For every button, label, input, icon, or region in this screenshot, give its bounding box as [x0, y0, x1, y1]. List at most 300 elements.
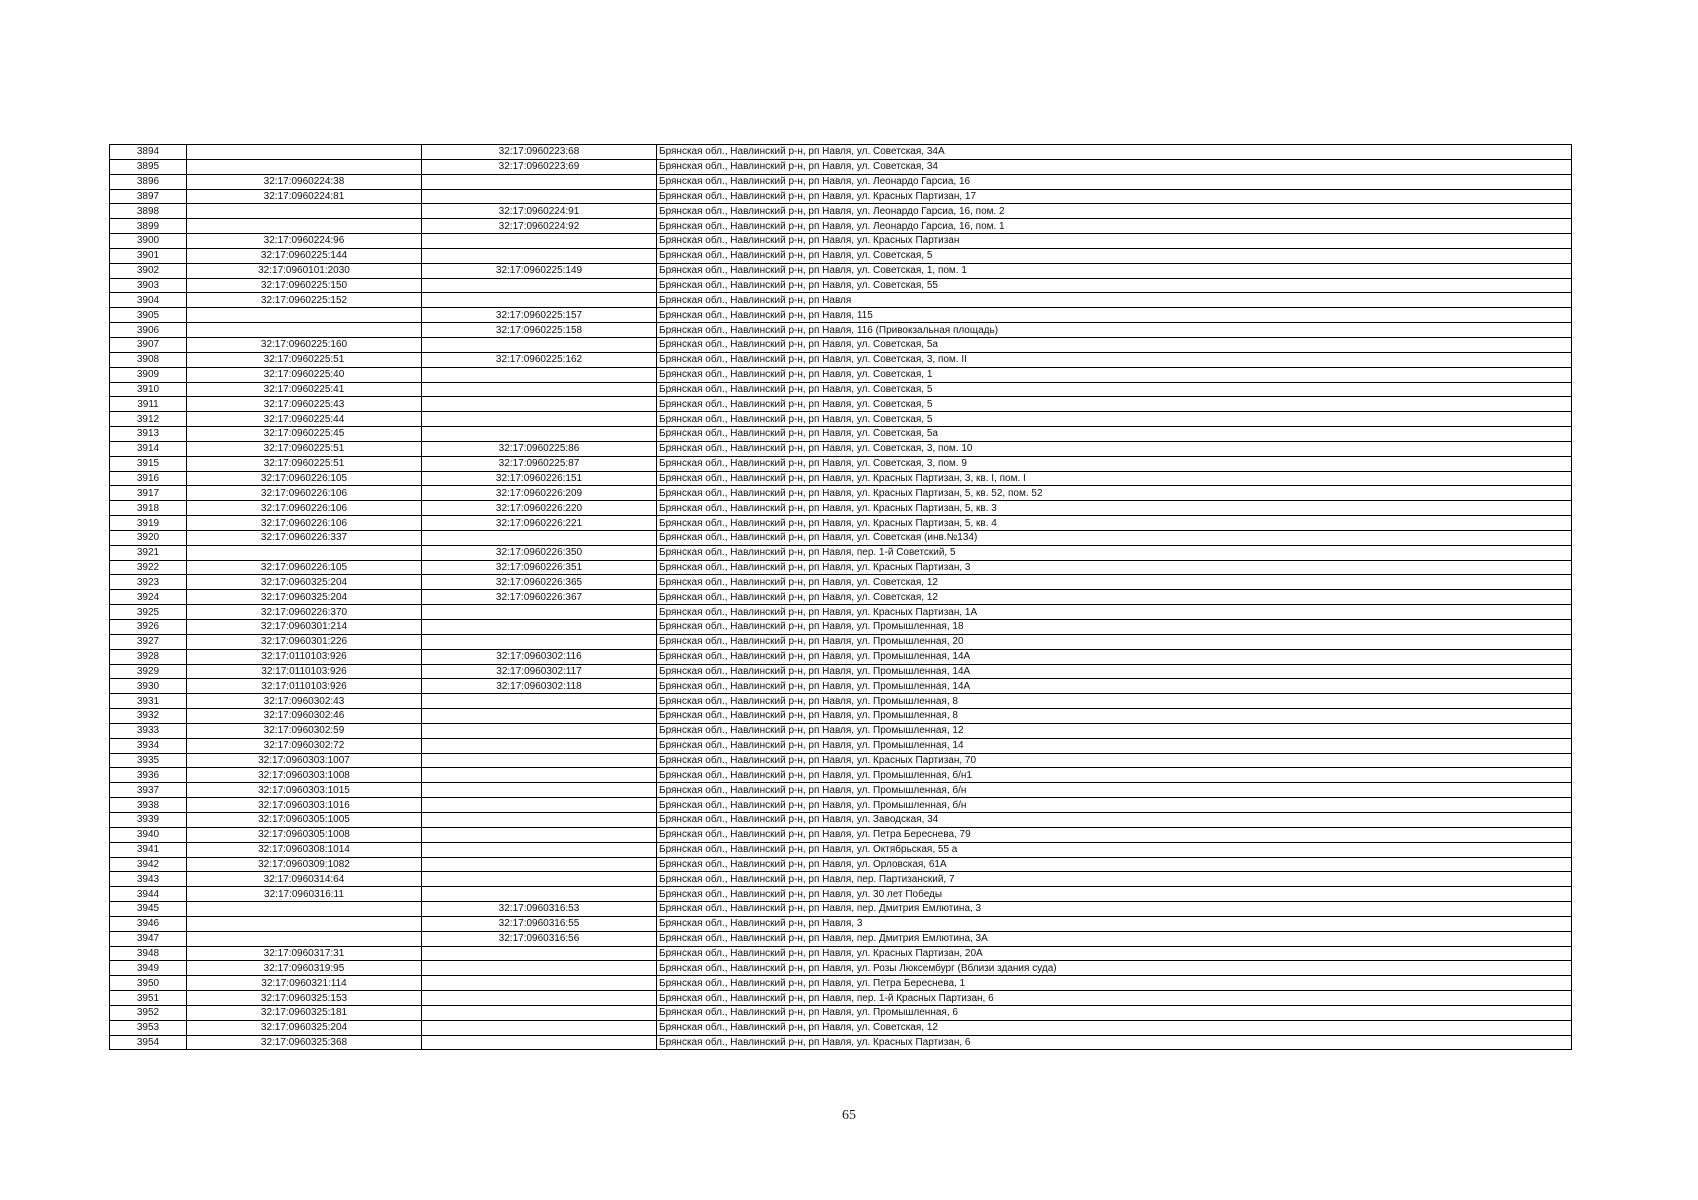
- table-row: [110, 709, 1572, 724]
- address-cell: Брянская обл., Навлинский р-н, рп Навля, ул. Промышленная, 14А: [657, 649, 1572, 664]
- object-cadastral-number-cell: 32:17:0960223:68: [422, 145, 657, 160]
- cadastral-number-cell: [187, 931, 422, 946]
- cadastral-number-cell: 32:17:0960314:64: [187, 872, 422, 887]
- object-cadastral-number-cell: [422, 812, 657, 827]
- address-cell: Брянская обл., Навлинский р-н, рп Навля, пер. 1-й Советский, 5: [657, 545, 1572, 560]
- address-cell: Брянская обл., Навлинский р-н, рп Навля, ул. Красных Партизан, 20А: [657, 946, 1572, 961]
- table-row: [110, 649, 1572, 664]
- address-cell: Брянская обл., Навлинский р-н, рп Навля, ул. Советская, 34А: [657, 145, 1572, 160]
- table-row: [110, 1020, 1572, 1035]
- object-cadastral-number-cell: [422, 530, 657, 545]
- row-number-cell: 3899: [110, 219, 187, 234]
- address-cell: Брянская обл., Навлинский р-н, рп Навля, ул. Леонардо Гарсиа, 16, пом. 1: [657, 219, 1572, 234]
- table-row: [110, 872, 1572, 887]
- table-row: [110, 382, 1572, 397]
- cadastral-number-cell: 32:17:0960309:1082: [187, 857, 422, 872]
- cadastral-number-cell: [187, 219, 422, 234]
- table-row: [110, 902, 1572, 917]
- cadastral-number-cell: 32:17:0960302:72: [187, 738, 422, 753]
- object-cadastral-number-cell: [422, 872, 657, 887]
- table-row: [110, 441, 1572, 456]
- table-row: [110, 827, 1572, 842]
- address-cell: Брянская обл., Навлинский р-н, рп Навля, ул. Советская, 5: [657, 248, 1572, 263]
- table-body: [110, 145, 1572, 1050]
- object-cadastral-number-cell: 32:17:0960225:87: [422, 456, 657, 471]
- table-row: [110, 530, 1572, 545]
- table-row: [110, 694, 1572, 709]
- row-number-cell: 3917: [110, 486, 187, 501]
- row-number-cell: 3908: [110, 352, 187, 367]
- row-number-cell: 3920: [110, 530, 187, 545]
- cadastral-number-cell: 32:17:0960226:370: [187, 605, 422, 620]
- object-cadastral-number-cell: 32:17:0960225:158: [422, 323, 657, 338]
- address-cell: Брянская обл., Навлинский р-н, рп Навля, ул. Советская, 5: [657, 382, 1572, 397]
- row-number-cell: 3937: [110, 783, 187, 798]
- object-cadastral-number-cell: [422, 694, 657, 709]
- address-cell: Брянская обл., Навлинский р-н, рп Навля, ул. Советская, 5а: [657, 337, 1572, 352]
- address-cell: Брянская обл., Навлинский р-н, рп Навля, ул. Советская, 34: [657, 159, 1572, 174]
- address-cell: Брянская обл., Навлинский р-н, рп Навля, ул. Советская, 3, пом. II: [657, 352, 1572, 367]
- address-cell: Брянская обл., Навлинский р-н, рп Навля: [657, 293, 1572, 308]
- table-row: [110, 397, 1572, 412]
- address-cell: Брянская обл., Навлинский р-н, рп Навля, ул. Советская, 55: [657, 278, 1572, 293]
- cadastral-number-cell: 32:17:0110103:926: [187, 649, 422, 664]
- cadastral-number-cell: 32:17:0960226:337: [187, 530, 422, 545]
- object-cadastral-number-cell: [422, 753, 657, 768]
- address-cell: Брянская обл., Навлинский р-н, рп Навля, ул. Орловская, 61А: [657, 857, 1572, 872]
- address-cell: Брянская обл., Навлинский р-н, рп Навля, 3: [657, 916, 1572, 931]
- row-number-cell: 3932: [110, 709, 187, 724]
- object-cadastral-number-cell: 32:17:0960302:117: [422, 664, 657, 679]
- table-row: [110, 991, 1572, 1006]
- object-cadastral-number-cell: 32:17:0960316:55: [422, 916, 657, 931]
- row-number-cell: 3909: [110, 367, 187, 382]
- object-cadastral-number-cell: [422, 798, 657, 813]
- address-cell: Брянская обл., Навлинский р-н, рп Навля, пер. Дмитрия Емлютина, 3: [657, 902, 1572, 917]
- address-cell: Брянская обл., Навлинский р-н, рп Навля, пер. Дмитрия Емлютина, 3А: [657, 931, 1572, 946]
- address-cell: Брянская обл., Навлинский р-н, рп Навля, ул. Советская, 3, пом. 9: [657, 456, 1572, 471]
- address-cell: Брянская обл., Навлинский р-н, рп Навля, ул. Советская, 12: [657, 1020, 1572, 1035]
- cadastral-number-cell: 32:17:0960325:181: [187, 1005, 422, 1020]
- row-number-cell: 3952: [110, 1005, 187, 1020]
- row-number-cell: 3946: [110, 916, 187, 931]
- table-row: [110, 1005, 1572, 1020]
- object-cadastral-number-cell: [422, 709, 657, 724]
- object-cadastral-number-cell: [422, 991, 657, 1006]
- row-number-cell: 3931: [110, 694, 187, 709]
- cadastral-number-cell: 32:17:0960303:1008: [187, 768, 422, 783]
- object-cadastral-number-cell: 32:17:0960226:365: [422, 575, 657, 590]
- object-cadastral-number-cell: 32:17:0960223:69: [422, 159, 657, 174]
- address-cell: Брянская обл., Навлинский р-н, рп Навля, ул. Промышленная, 14А: [657, 664, 1572, 679]
- row-number-cell: 3914: [110, 441, 187, 456]
- cadastral-number-cell: 32:17:0960224:96: [187, 234, 422, 249]
- cadastral-number-cell: 32:17:0960225:160: [187, 337, 422, 352]
- row-number-cell: 3894: [110, 145, 187, 160]
- object-cadastral-number-cell: [422, 174, 657, 189]
- row-number-cell: 3913: [110, 427, 187, 442]
- table-row: [110, 812, 1572, 827]
- row-number-cell: 3912: [110, 412, 187, 427]
- table-row: [110, 620, 1572, 635]
- row-number-cell: 3939: [110, 812, 187, 827]
- row-number-cell: 3910: [110, 382, 187, 397]
- cadastral-number-cell: 32:17:0960302:46: [187, 709, 422, 724]
- row-number-cell: 3918: [110, 501, 187, 516]
- cadastral-number-cell: [187, 145, 422, 160]
- row-number-cell: 3944: [110, 887, 187, 902]
- object-cadastral-number-cell: [422, 1035, 657, 1050]
- cadastral-number-cell: 32:17:0960302:43: [187, 694, 422, 709]
- object-cadastral-number-cell: [422, 397, 657, 412]
- address-cell: Брянская обл., Навлинский р-н, рп Навля, ул. Промышленная, б/н1: [657, 768, 1572, 783]
- object-cadastral-number-cell: [422, 634, 657, 649]
- object-cadastral-number-cell: 32:17:0960226:151: [422, 471, 657, 486]
- address-cell: Брянская обл., Навлинский р-н, рп Навля, ул. Советская, 5: [657, 412, 1572, 427]
- object-cadastral-number-cell: [422, 723, 657, 738]
- row-number-cell: 3905: [110, 308, 187, 323]
- row-number-cell: 3930: [110, 679, 187, 694]
- cadastral-number-cell: 32:17:0960303:1016: [187, 798, 422, 813]
- row-number-cell: 3921: [110, 545, 187, 560]
- row-number-cell: 3915: [110, 456, 187, 471]
- address-cell: Брянская обл., Навлинский р-н, рп Навля, ул. Промышленная, б/н: [657, 798, 1572, 813]
- table-row: [110, 456, 1572, 471]
- row-number-cell: 3923: [110, 575, 187, 590]
- address-cell: Брянская обл., Навлинский р-н, рп Навля, ул. Советская, 12: [657, 575, 1572, 590]
- cadastral-number-cell: 32:17:0960226:106: [187, 486, 422, 501]
- cadastral-number-cell: [187, 323, 422, 338]
- object-cadastral-number-cell: [422, 605, 657, 620]
- row-number-cell: 3926: [110, 620, 187, 635]
- object-cadastral-number-cell: 32:17:0960226:220: [422, 501, 657, 516]
- object-cadastral-number-cell: 32:17:0960225:149: [422, 263, 657, 278]
- cadastral-number-cell: 32:17:0960225:150: [187, 278, 422, 293]
- object-cadastral-number-cell: [422, 1020, 657, 1035]
- table-row: [110, 560, 1572, 575]
- table-row: [110, 1035, 1572, 1050]
- address-cell: Брянская обл., Навлинский р-н, рп Навля, ул. Красных Партизан, 3, кв. I, пом. I: [657, 471, 1572, 486]
- object-cadastral-number-cell: [422, 961, 657, 976]
- table-row: [110, 486, 1572, 501]
- cadastral-number-cell: [187, 204, 422, 219]
- object-cadastral-number-cell: [422, 382, 657, 397]
- cadastral-number-cell: 32:17:0960303:1015: [187, 783, 422, 798]
- table-row: [110, 842, 1572, 857]
- table-row: [110, 145, 1572, 160]
- cadastral-number-cell: 32:17:0960321:114: [187, 976, 422, 991]
- address-cell: Брянская обл., Навлинский р-н, рп Навля, ул. Заводская, 34: [657, 812, 1572, 827]
- object-cadastral-number-cell: [422, 1005, 657, 1020]
- table-row: [110, 471, 1572, 486]
- page-number: 65: [842, 1108, 856, 1123]
- table-row: [110, 293, 1572, 308]
- cadastral-number-cell: 32:17:0960225:152: [187, 293, 422, 308]
- cadastral-number-cell: [187, 916, 422, 931]
- cadastral-number-cell: [187, 902, 422, 917]
- table-row: [110, 501, 1572, 516]
- address-cell: Брянская обл., Навлинский р-н, рп Навля, ул. Советская, 3, пом. 10: [657, 441, 1572, 456]
- object-cadastral-number-cell: [422, 234, 657, 249]
- table-row: [110, 174, 1572, 189]
- table-row: [110, 916, 1572, 931]
- address-cell: Брянская обл., Навлинский р-н, рп Навля, ул. Промышленная, 14А: [657, 679, 1572, 694]
- table-row: [110, 367, 1572, 382]
- table-row: [110, 545, 1572, 560]
- object-cadastral-number-cell: [422, 768, 657, 783]
- cadastral-number-cell: 32:17:0960225:144: [187, 248, 422, 263]
- cadastral-number-cell: 32:17:0960225:44: [187, 412, 422, 427]
- row-number-cell: 3904: [110, 293, 187, 308]
- object-cadastral-number-cell: 32:17:0960226:221: [422, 516, 657, 531]
- property-table: [109, 144, 1572, 1050]
- row-number-cell: 3942: [110, 857, 187, 872]
- cadastral-number-cell: 32:17:0960319:95: [187, 961, 422, 976]
- row-number-cell: 3941: [110, 842, 187, 857]
- address-cell: Брянская обл., Навлинский р-н, рп Навля, пер. Партизанский, 7: [657, 872, 1572, 887]
- row-number-cell: 3935: [110, 753, 187, 768]
- object-cadastral-number-cell: [422, 857, 657, 872]
- row-number-cell: 3900: [110, 234, 187, 249]
- table-row: [110, 590, 1572, 605]
- row-number-cell: 3943: [110, 872, 187, 887]
- table-row: [110, 234, 1572, 249]
- cadastral-number-cell: 32:17:0960226:106: [187, 501, 422, 516]
- cadastral-number-cell: 32:17:0960325:204: [187, 590, 422, 605]
- address-cell: Брянская обл., Навлинский р-н, рп Навля, ул. Леонардо Гарсиа, 16: [657, 174, 1572, 189]
- cadastral-number-cell: 32:17:0960224:81: [187, 189, 422, 204]
- address-cell: Брянская обл., Навлинский р-н, рп Навля, ул. Красных Партизан, 70: [657, 753, 1572, 768]
- table-row: [110, 857, 1572, 872]
- cadastral-number-cell: 32:17:0960325:368: [187, 1035, 422, 1050]
- address-cell: Брянская обл., Навлинский р-н, рп Навля, ул. Красных Партизан, 5, кв. 52, пом. 52: [657, 486, 1572, 501]
- object-cadastral-number-cell: [422, 946, 657, 961]
- address-cell: Брянская обл., Навлинский р-н, рп Навля, ул. Промышленная, 6: [657, 1005, 1572, 1020]
- object-cadastral-number-cell: 32:17:0960224:92: [422, 219, 657, 234]
- object-cadastral-number-cell: [422, 412, 657, 427]
- object-cadastral-number-cell: 32:17:0960302:118: [422, 679, 657, 694]
- table-row: [110, 768, 1572, 783]
- cadastral-number-cell: 32:17:0960224:38: [187, 174, 422, 189]
- table-row: [110, 738, 1572, 753]
- row-number-cell: 3953: [110, 1020, 187, 1035]
- address-cell: Брянская обл., Навлинский р-н, рп Навля, ул. Промышленная, б/н: [657, 783, 1572, 798]
- cadastral-number-cell: 32:17:0960225:51: [187, 456, 422, 471]
- address-cell: Брянская обл., Навлинский р-н, рп Навля, ул. Промышленная, 8: [657, 694, 1572, 709]
- address-cell: Брянская обл., Навлинский р-н, рп Навля, ул. Советская, 5: [657, 397, 1572, 412]
- object-cadastral-number-cell: [422, 827, 657, 842]
- address-cell: Брянская обл., Навлинский р-н, рп Навля, пер. 1-й Красных Партизан, 6: [657, 991, 1572, 1006]
- object-cadastral-number-cell: 32:17:0960302:116: [422, 649, 657, 664]
- table-row: [110, 308, 1572, 323]
- row-number-cell: 3948: [110, 946, 187, 961]
- table-row: [110, 664, 1572, 679]
- table-row: [110, 931, 1572, 946]
- object-cadastral-number-cell: [422, 293, 657, 308]
- row-number-cell: 3906: [110, 323, 187, 338]
- table-row: [110, 159, 1572, 174]
- row-number-cell: 3929: [110, 664, 187, 679]
- cadastral-number-cell: 32:17:0960226:106: [187, 516, 422, 531]
- address-cell: Брянская обл., Навлинский р-н, рп Навля, ул. Красных Партизан, 17: [657, 189, 1572, 204]
- address-cell: Брянская обл., Навлинский р-н, рп Навля, ул. Советская, 1: [657, 367, 1572, 382]
- address-cell: Брянская обл., Навлинский р-н, рп Навля, ул. Леонардо Гарсиа, 16, пом. 2: [657, 204, 1572, 219]
- table-row: [110, 723, 1572, 738]
- cadastral-number-cell: 32:17:0960305:1008: [187, 827, 422, 842]
- row-number-cell: 3951: [110, 991, 187, 1006]
- table-row: [110, 204, 1572, 219]
- row-number-cell: 3947: [110, 931, 187, 946]
- object-cadastral-number-cell: 32:17:0960225:162: [422, 352, 657, 367]
- object-cadastral-number-cell: 32:17:0960225:157: [422, 308, 657, 323]
- table-row: [110, 976, 1572, 991]
- address-cell: Брянская обл., Навлинский р-н, рп Навля, ул. Красных Партизан: [657, 234, 1572, 249]
- address-cell: Брянская обл., Навлинский р-н, рп Навля, ул. Советская, 1, пом. 1: [657, 263, 1572, 278]
- object-cadastral-number-cell: 32:17:0960316:53: [422, 902, 657, 917]
- cadastral-number-cell: 32:17:0960325:153: [187, 991, 422, 1006]
- address-cell: Брянская обл., Навлинский р-н, рп Навля, ул. Розы Люксембург (Вблизи здания суда): [657, 961, 1572, 976]
- row-number-cell: 3934: [110, 738, 187, 753]
- row-number-cell: 3928: [110, 649, 187, 664]
- object-cadastral-number-cell: 32:17:0960224:91: [422, 204, 657, 219]
- row-number-cell: 3950: [110, 976, 187, 991]
- table-row: [110, 634, 1572, 649]
- row-number-cell: 3938: [110, 798, 187, 813]
- address-cell: Брянская обл., Навлинский р-н, рп Навля, ул. Промышленная, 12: [657, 723, 1572, 738]
- row-number-cell: 3896: [110, 174, 187, 189]
- cadastral-number-cell: 32:17:0960305:1005: [187, 812, 422, 827]
- cadastral-number-cell: 32:17:0960303:1007: [187, 753, 422, 768]
- row-number-cell: 3902: [110, 263, 187, 278]
- cadastral-number-cell: [187, 545, 422, 560]
- cadastral-number-cell: 32:17:0960301:214: [187, 620, 422, 635]
- table-row: [110, 189, 1572, 204]
- address-cell: Брянская обл., Навлинский р-н, рп Навля, ул. Красных Партизан, 6: [657, 1035, 1572, 1050]
- table-row: [110, 605, 1572, 620]
- table-row: [110, 946, 1572, 961]
- cadastral-number-cell: 32:17:0960225:43: [187, 397, 422, 412]
- address-cell: Брянская обл., Навлинский р-н, рп Навля, ул. Красных Партизан, 3: [657, 560, 1572, 575]
- cadastral-number-cell: 32:17:0960325:204: [187, 575, 422, 590]
- row-number-cell: 3895: [110, 159, 187, 174]
- row-number-cell: 3924: [110, 590, 187, 605]
- object-cadastral-number-cell: 32:17:0960316:56: [422, 931, 657, 946]
- address-cell: Брянская обл., Навлинский р-н, рп Навля, ул. Петра Береснева, 1: [657, 976, 1572, 991]
- row-number-cell: 3901: [110, 248, 187, 263]
- table-row: [110, 412, 1572, 427]
- object-cadastral-number-cell: [422, 620, 657, 635]
- table-row: [110, 352, 1572, 367]
- cadastral-number-cell: 32:17:0960225:40: [187, 367, 422, 382]
- cadastral-number-cell: 32:17:0960226:105: [187, 560, 422, 575]
- row-number-cell: 3933: [110, 723, 187, 738]
- cadastral-number-cell: 32:17:0960316:11: [187, 887, 422, 902]
- address-cell: Брянская обл., Навлинский р-н, рп Навля, ул. Советская (инв.№134): [657, 530, 1572, 545]
- address-cell: Брянская обл., Навлинский р-н, рп Навля, ул. Красных Партизан, 5, кв. 3: [657, 501, 1572, 516]
- object-cadastral-number-cell: [422, 337, 657, 352]
- cadastral-number-cell: 32:17:0960308:1014: [187, 842, 422, 857]
- row-number-cell: 3949: [110, 961, 187, 976]
- table-row: [110, 278, 1572, 293]
- cadastral-number-cell: [187, 159, 422, 174]
- row-number-cell: 3911: [110, 397, 187, 412]
- address-cell: Брянская обл., Навлинский р-н, рп Навля, 116 (Привокзальная площадь): [657, 323, 1572, 338]
- table-row: [110, 798, 1572, 813]
- cadastral-number-cell: 32:17:0960225:45: [187, 427, 422, 442]
- table-row: [110, 219, 1572, 234]
- address-cell: Брянская обл., Навлинский р-н, рп Навля, ул. Советская, 5а: [657, 427, 1572, 442]
- cadastral-number-cell: 32:17:0960225:51: [187, 352, 422, 367]
- cadastral-number-cell: 32:17:0110103:926: [187, 679, 422, 694]
- row-number-cell: 3903: [110, 278, 187, 293]
- object-cadastral-number-cell: [422, 367, 657, 382]
- object-cadastral-number-cell: 32:17:0960225:86: [422, 441, 657, 456]
- object-cadastral-number-cell: [422, 189, 657, 204]
- address-cell: Брянская обл., Навлинский р-н, рп Навля, ул. Красных Партизан, 5, кв. 4: [657, 516, 1572, 531]
- cadastral-number-cell: 32:17:0960225:51: [187, 441, 422, 456]
- row-number-cell: 3919: [110, 516, 187, 531]
- row-number-cell: 3945: [110, 902, 187, 917]
- row-number-cell: 3927: [110, 634, 187, 649]
- row-number-cell: 3907: [110, 337, 187, 352]
- row-number-cell: 3897: [110, 189, 187, 204]
- address-cell: Брянская обл., Навлинский р-н, рп Навля, 115: [657, 308, 1572, 323]
- cadastral-number-cell: [187, 308, 422, 323]
- address-cell: Брянская обл., Навлинский р-н, рп Навля, ул. Красных Партизан, 1А: [657, 605, 1572, 620]
- address-cell: Брянская обл., Навлинский р-н, рп Навля, ул. Промышленная, 18: [657, 620, 1572, 635]
- object-cadastral-number-cell: [422, 278, 657, 293]
- cadastral-number-cell: 32:17:0960101:2030: [187, 263, 422, 278]
- row-number-cell: 3940: [110, 827, 187, 842]
- object-cadastral-number-cell: 32:17:0960226:350: [422, 545, 657, 560]
- table-row: [110, 263, 1572, 278]
- table-row: [110, 427, 1572, 442]
- table-row: [110, 337, 1572, 352]
- table-row: [110, 887, 1572, 902]
- object-cadastral-number-cell: [422, 427, 657, 442]
- cadastral-number-cell: 32:17:0960225:41: [187, 382, 422, 397]
- cadastral-number-cell: 32:17:0960226:105: [187, 471, 422, 486]
- table-row: [110, 248, 1572, 263]
- table-row: [110, 753, 1572, 768]
- row-number-cell: 3898: [110, 204, 187, 219]
- object-cadastral-number-cell: 32:17:0960226:351: [422, 560, 657, 575]
- table-row: [110, 323, 1572, 338]
- row-number-cell: 3916: [110, 471, 187, 486]
- cadastral-number-cell: 32:17:0960302:59: [187, 723, 422, 738]
- cadastral-number-cell: 32:17:0960325:204: [187, 1020, 422, 1035]
- row-number-cell: 3922: [110, 560, 187, 575]
- object-cadastral-number-cell: [422, 842, 657, 857]
- table-row: [110, 516, 1572, 531]
- object-cadastral-number-cell: 32:17:0960226:209: [422, 486, 657, 501]
- object-cadastral-number-cell: [422, 976, 657, 991]
- row-number-cell: 3936: [110, 768, 187, 783]
- object-cadastral-number-cell: [422, 887, 657, 902]
- object-cadastral-number-cell: [422, 783, 657, 798]
- address-cell: Брянская обл., Навлинский р-н, рп Навля, ул. Промышленная, 20: [657, 634, 1572, 649]
- address-cell: Брянская обл., Навлинский р-н, рп Навля, ул. 30 лет Победы: [657, 887, 1572, 902]
- address-cell: Брянская обл., Навлинский р-н, рп Навля, ул. Промышленная, 8: [657, 709, 1572, 724]
- address-cell: Брянская обл., Навлинский р-н, рп Навля, ул. Промышленная, 14: [657, 738, 1572, 753]
- object-cadastral-number-cell: [422, 248, 657, 263]
- table-row: [110, 575, 1572, 590]
- table-row: [110, 783, 1572, 798]
- object-cadastral-number-cell: 32:17:0960226:367: [422, 590, 657, 605]
- object-cadastral-number-cell: [422, 738, 657, 753]
- cadastral-number-cell: 32:17:0110103:926: [187, 664, 422, 679]
- cadastral-number-cell: 32:17:0960301:226: [187, 634, 422, 649]
